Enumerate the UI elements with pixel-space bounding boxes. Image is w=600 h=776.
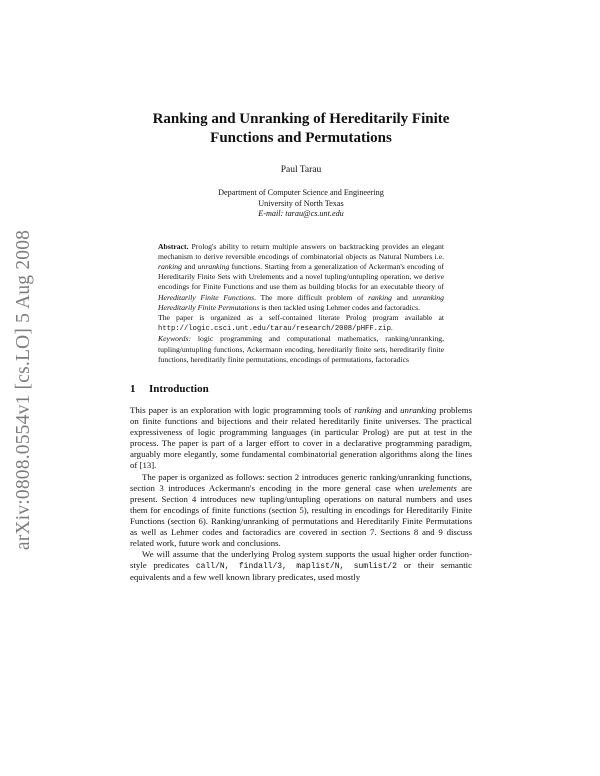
section-heading-introduction: [130, 383, 472, 395]
paper-title: [130, 110, 472, 148]
title-line-1: Ranking and Unranking of Hereditarily Finite: [152, 111, 450, 127]
body-paragraph-1: This paper is an exploration with logic programming tools of ranking and unranking problems on finite functions and bijections and their related hereditarily finite universes. The practical expressiveness of logic programming languages (in particular Prolog) are put at test in the process. The paper is part of a larger effort to cover in a declarative programming paradigm, arguably more elegantly, some fundamental combinatorial generation algorithms along the lines of [13].: [130, 404, 472, 471]
section-number: 1: [130, 382, 136, 395]
arxiv-sidebar: [9, 140, 39, 640]
author-name: Paul Tarau: [280, 165, 322, 175]
section-title: Introduction: [149, 382, 209, 395]
affiliation-department: Department of Computer Science and Engineering: [218, 188, 384, 197]
abstract-paragraph-2: The paper is organized as a self-contained literate Prolog program available at http://logic.csci.unt.edu/tarau/research/2008/pHFF.zip.: [158, 312, 444, 334]
abstract: [158, 242, 444, 365]
author-email: E-mail: tarau@cs.unt.edu: [258, 209, 344, 218]
download-url-link[interactable]: http://logic.csci.unt.edu/tarau/research/2008/pHFF.zip: [158, 325, 391, 334]
abstract-label: Abstract.: [158, 241, 189, 251]
body-paragraph-2: The paper is organized as follows: section 2 introduces generic ranking/unranking functions, section 3 introduces Ackermann's encoding in the more general case when urelements are present. Section 4 introduces new tupling/untupling operations on natural numbers and uses them for encodings of finite functions (section 5), resulting in encodings for Hereditarily Finite Functions (section 6). Ranking/unranking of permutations and Hereditarily Finite Permutations as well as Lehmer codes and factoradics are covered in section 7. Sections 8 and 9 discuss related work, future work and conclusions.: [130, 471, 472, 549]
introduction-body: [130, 405, 472, 584]
predicate-list: call/N, findall/3, maplist/N, sumlist/2: [195, 562, 397, 572]
affiliation-university: University of North Texas: [258, 198, 344, 208]
abstract-paragraph-1: Abstract. Prolog's ability to return multiple answers on backtracking provides an elegant mechanism to derive reversible encodings of combinatorial objects as Natural Numbers i.e. ranking and unranking functions. Starting from a generalization of Ackerman's encoding of Hereditarily Finite Sets with Urelements and a novel tupling/untupling operation, we derive encodings for Finite Functions and use them as building blocks for an executable theory of Hereditarily Finite Functions. The more difficult problem of ranking and unranking Hereditarily Finite Permutations is then tackled using Lehmer codes and factoradics.: [158, 241, 444, 312]
body-paragraph-3: We will assume that the underlying Prolog system supports the usual higher order function-style predicates call/N, findall/3, maplist/N, sumlist/2 or their semantic equivalents and a few well known library predicates, used mostly: [130, 549, 473, 583]
arxiv-identifier: arXiv:0808.0554v1 [cs.LO] 5 Aug 2008: [13, 229, 34, 551]
keywords-label: Keywords:: [158, 334, 192, 344]
paper-page: [130, 110, 472, 583]
affiliation: [130, 188, 472, 220]
keywords: Keywords: logic programming and computational mathematics, ranking/unranking, tupling/untupling functions, Ackermann encoding, hereditarily finite sets, hereditarily finite functions, hereditarily finite permutations, encodings of permutations, factoradics: [158, 334, 444, 364]
title-line-2: Functions and Permutations: [210, 130, 392, 146]
